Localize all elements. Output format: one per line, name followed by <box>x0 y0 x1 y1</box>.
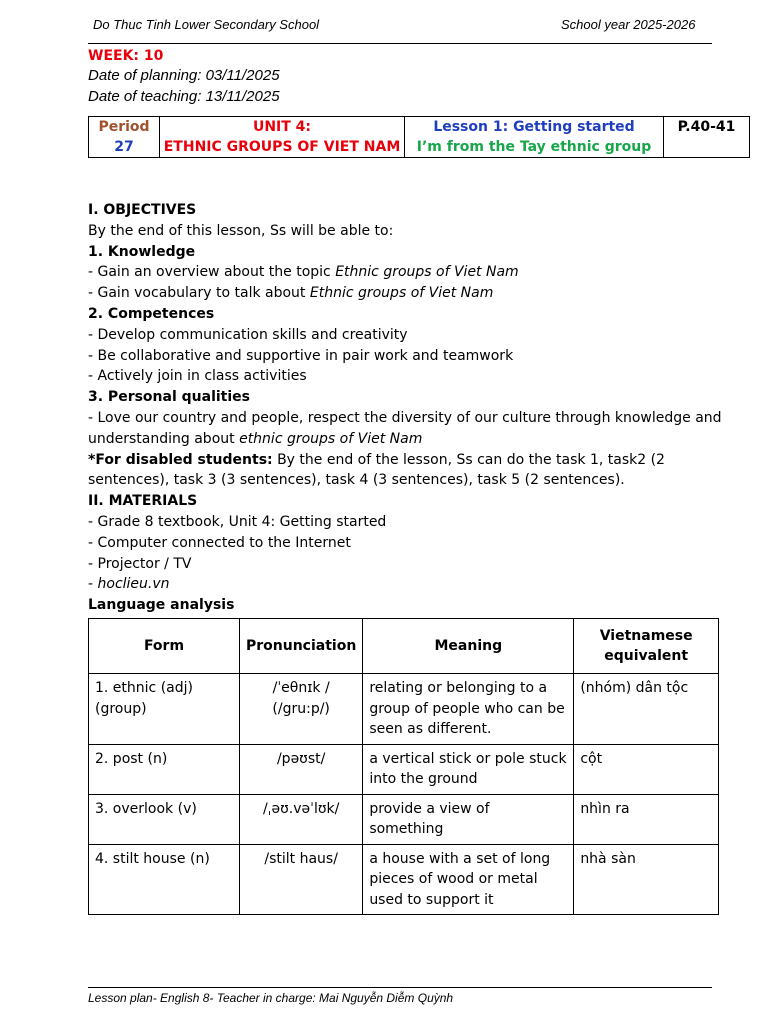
period-cell <box>89 117 160 158</box>
cell-form: 3. overlook (v) <box>89 794 240 844</box>
header-rule <box>88 43 712 44</box>
period-number: 27 <box>114 139 134 155</box>
date-of-teaching: Date of teaching: 13/11/2025 <box>88 88 280 105</box>
lesson-subtitle: I’m from the Tay ethnic group <box>416 139 652 155</box>
material-item-website: hoclieu.vn <box>97 576 170 593</box>
column-header-form: Form <box>89 619 240 674</box>
cell-vietnamese: nhà sàn <box>574 844 719 915</box>
cell-meaning: a vertical stick or pole stuck into the ground <box>363 744 574 794</box>
table-row <box>89 744 719 794</box>
personal-quality-item <box>88 408 748 450</box>
knowledge-item-topic: Ethnic groups of Viet Nam <box>335 264 519 281</box>
disabled-students-note <box>88 450 748 492</box>
cell-form: 4. stilt house (n) <box>89 844 240 915</box>
table-row <box>89 844 719 915</box>
knowledge-item-topic: Ethnic groups of Viet Nam <box>309 285 494 302</box>
footer-text: Lesson plan- English 8- Teacher in charge: Mai Nguyễn Diễm Quỳnh <box>88 991 454 1005</box>
unit-cell <box>160 117 405 158</box>
personal-qualities-heading: 3. Personal qualities <box>88 389 250 406</box>
cell-pronunciation: /pəʊst/ <box>240 744 363 794</box>
week-label: WEEK: 10 <box>88 48 164 64</box>
cell-form: 1. ethnic (adj) (group) <box>89 674 240 745</box>
school-year: School year 2025-2026 <box>561 17 696 32</box>
materials-heading: II. MATERIALS <box>88 493 198 510</box>
cell-form: 2. post (n) <box>89 744 240 794</box>
cell-pronunciation: /ˌəʊ.vəˈlʊk/ <box>240 794 363 844</box>
table-header-row <box>89 619 719 674</box>
competence-item: - Actively join in class activities <box>88 368 307 385</box>
lesson-cell <box>405 117 664 158</box>
footer-rule <box>88 987 712 988</box>
unit-title: ETHNIC GROUPS OF VIET NAM <box>163 139 401 155</box>
competences-heading: 2. Competences <box>88 305 215 322</box>
lesson-content <box>88 200 748 616</box>
disabled-students-label: *For disabled students: <box>88 451 273 468</box>
disabled-students-text: By the end of the lesson, Ss can do the task 1, task2 (2 sentences), task 3 (3 sentences), task 4 (3 sentences), task 5 (2 sentences). <box>88 451 665 489</box>
table-row <box>89 674 719 745</box>
material-item <box>88 574 748 595</box>
lesson-info-table <box>88 116 750 158</box>
objectives-intro: By the end of this lesson, Ss will be able to: <box>88 222 394 239</box>
knowledge-item-text: - Gain vocabulary to talk about <box>88 285 310 302</box>
page-range: P.40-41 <box>677 119 736 135</box>
cell-meaning: provide a view of something <box>363 794 574 844</box>
table-row <box>89 794 719 844</box>
period-label: Period <box>98 119 150 135</box>
personal-quality-text: - Love our country and people, respect the diversity of our culture through knowledge and understanding about <box>88 409 722 447</box>
cell-meaning: a house with a set of long pieces of wood or metal used to support it <box>363 844 574 915</box>
knowledge-item-text: - Gain an overview about the topic <box>88 264 336 281</box>
column-header-meaning: Meaning <box>363 619 574 674</box>
material-item: - Grade 8 textbook, Unit 4: Getting started <box>88 513 387 530</box>
unit-number: UNIT 4: <box>252 119 312 135</box>
material-item-bullet: - <box>88 576 98 593</box>
cell-pronunciation: /ˈeθnɪk / (/gru:p/) <box>240 674 363 745</box>
cell-vietnamese: nhìn ra <box>574 794 719 844</box>
knowledge-item <box>88 262 748 283</box>
date-of-planning: Date of planning: 03/11/2025 <box>88 67 280 84</box>
column-header-vietnamese: Vietnamese equivalent <box>574 619 719 674</box>
cell-pronunciation: /stilt haus/ <box>240 844 363 915</box>
cell-vietnamese: (nhóm) dân tộc <box>574 674 719 745</box>
cell-vietnamese: cột <box>574 744 719 794</box>
knowledge-item <box>88 283 748 304</box>
material-item: - Projector / TV <box>88 555 192 572</box>
lesson-title: Lesson 1: Getting started <box>433 119 635 135</box>
language-analysis-table <box>88 618 719 915</box>
material-item: - Computer connected to the Internet <box>88 534 351 551</box>
personal-quality-topic: ethnic groups of Viet Nam <box>239 430 423 447</box>
school-name: Do Thuc Tinh Lower Secondary School <box>93 17 320 32</box>
language-analysis-heading: Language analysis <box>88 597 235 614</box>
objectives-heading: I. OBJECTIVES <box>88 202 197 218</box>
column-header-pronunciation: Pronunciation <box>240 619 363 674</box>
cell-meaning: relating or belonging to a group of people who can be seen as different. <box>363 674 574 745</box>
knowledge-heading: 1. Knowledge <box>88 243 196 260</box>
competence-item: - Develop communication skills and creativity <box>88 326 408 343</box>
competence-item: - Be collaborative and supportive in pair work and teamwork <box>88 347 514 364</box>
pages-cell <box>664 117 750 158</box>
